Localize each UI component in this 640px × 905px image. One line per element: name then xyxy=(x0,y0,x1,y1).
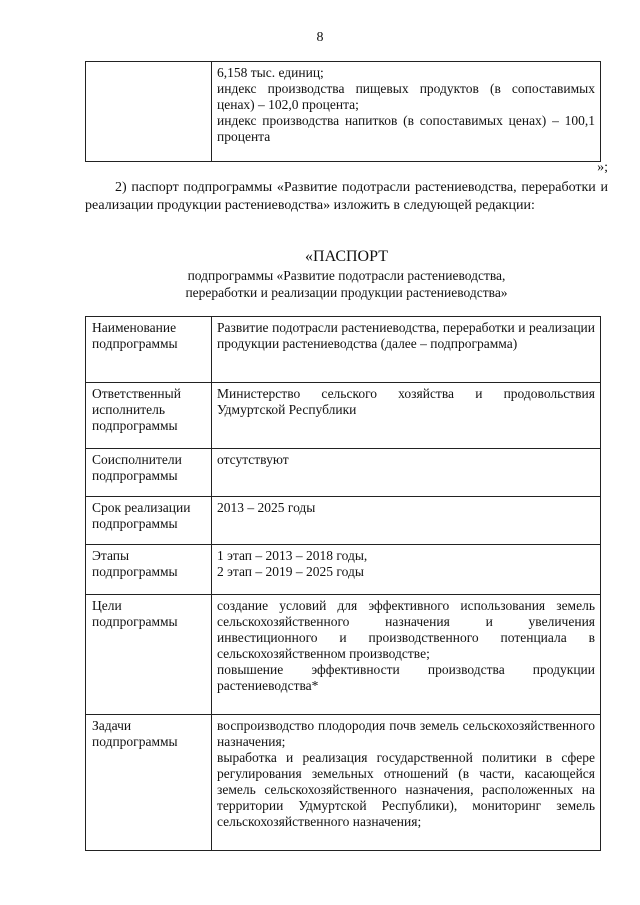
table-row xyxy=(86,497,601,545)
indicator-line: 6,158 тыс. единиц; xyxy=(217,65,324,80)
row-label: Задачи подпрограммы xyxy=(86,715,212,851)
row-label: Срок реализации подпрограммы xyxy=(86,497,212,545)
passport-subtitle: подпрограммы «Развитие подотрасли растениеводства, xyxy=(187,268,506,283)
page-number: 8 xyxy=(316,30,324,45)
row-value xyxy=(212,595,601,715)
passport-title: «ПАСПОРТ xyxy=(305,248,388,265)
row-value-line: отсутствуют xyxy=(217,452,289,467)
row-value xyxy=(212,317,601,383)
table-row xyxy=(86,715,601,851)
table-row xyxy=(86,449,601,497)
row-value-line: выработка и реализация государственной политики в сфере регулирования земельных отношений (в части, касающейся земель сельскохозяйственного назначения, расположенных на территории Удмуртской Республики), мониторинг земель сельскохозяйственного назначения; xyxy=(217,750,595,829)
row-value xyxy=(212,449,601,497)
row-value xyxy=(212,545,601,595)
row-value xyxy=(212,497,601,545)
continued-table xyxy=(85,61,601,162)
row-label: Ответственный исполнитель подпрограммы xyxy=(86,383,212,449)
passport-heading xyxy=(85,247,608,301)
row-value-line: Министерство сельского хозяйства и продовольствия Удмуртской Республики xyxy=(217,386,595,417)
row-label: Наименование подпрограммы xyxy=(86,317,212,383)
amendment-paragraph: 2) паспорт подпрограммы «Развитие подотрасли растениеводства, переработки и реализации продукции растениеводства» изложить в следующей редакции: xyxy=(85,180,608,213)
row-value-line: повышение эффективности производства продукции растениеводства* xyxy=(217,662,595,693)
indicator-line: индекс производства напитков (в сопоставимых ценах) – 100,1 процента xyxy=(217,113,595,144)
indicator-line: индекс производства пищевых продуктов (в сопоставимых ценах) – 102,0 процента; xyxy=(217,81,595,112)
table-row xyxy=(86,595,601,715)
closing-quote: »; xyxy=(597,160,608,175)
table-row xyxy=(86,62,601,162)
table-cell-empty xyxy=(86,62,212,162)
row-value xyxy=(212,715,601,851)
row-value-line: 2013 – 2025 годы xyxy=(217,500,316,515)
row-label: Соисполнители подпрограммы xyxy=(86,449,212,497)
passport-subtitle: переработки и реализации продукции растениеводства» xyxy=(185,285,508,300)
table-cell-indicators xyxy=(212,62,601,162)
table-row xyxy=(86,383,601,449)
row-value-line: создание условий для эффективного использования земель сельскохозяйственного назначения и увеличения инвестиционного и производственного потенциала в сельскохозяйственном производстве; xyxy=(217,598,595,661)
row-value-line: воспроизводство плодородия почв земель сельскохозяйственного назначения; xyxy=(217,718,595,749)
passport-table xyxy=(85,316,601,851)
row-label: Цели подпрограммы xyxy=(86,595,212,715)
row-label: Этапы подпрограммы xyxy=(86,545,212,595)
table-row xyxy=(86,317,601,383)
table-row xyxy=(86,545,601,595)
row-value-line: Развитие подотрасли растениеводства, переработки и реализации продукции растениеводства (далее – подпрограмма) xyxy=(217,320,595,351)
row-value-line: 2 этап – 2019 – 2025 годы xyxy=(217,564,364,579)
row-value-line: 1 этап – 2013 – 2018 годы, xyxy=(217,548,368,563)
row-value xyxy=(212,383,601,449)
